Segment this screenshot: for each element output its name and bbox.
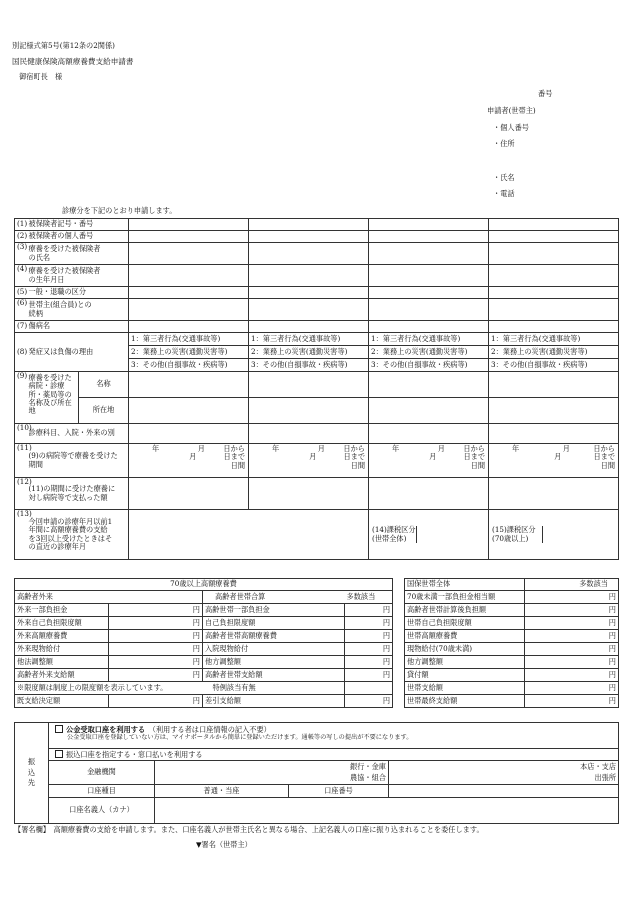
account-number-label: 口座番号: [289, 785, 389, 798]
signature-field[interactable]: ▼署名（世帯主）: [196, 840, 252, 849]
option-public-account[interactable]: 公金受取口座を利用する （利用する者は口座情報の記入不要） 公金受取口座を登録していない方は、マイナポータルから簡単に登録いただけます。通帳等の写しの提出が不要になります。: [49, 723, 619, 749]
elderly-table: 70歳以上高額療養費 高齢者外来 高齢者世帯合算 多数該当 外来一部負担金 円 高齢世帯一部負担金 円 外来自己負担限度額 円 自己負担限度額 円 外来高額療養費 円 高齢者世帯高額療養費 円 外来現物給付 円 入院現物給付 円 他法調整額 円 他方調整額 円 高齢者外来支給額 円 高齢者世帯支給額 円 ※限度額は制度上の限度額を表示しています。 特例該当有無 既支給決定額 円 差引支給額 円: [14, 578, 393, 708]
row-period: (11) (9)の病院等で療養を受けた期間 年 月 日から 月 日まで 日間 年 月 日から 月 日まで 日間 年 月 日から 月 日まで 日間 年 月 日から 月 日まで 日間: [15, 444, 619, 478]
applicant-label: 申請者(世帯主): [487, 106, 536, 115]
household-table: 国保世帯全体 多数該当 70歳未満一部負担金相当額 円 高齢者世帯計算後負担額 円 世帯自己負担限度額 円 世帯高額療養費 円 現物給付(70歳未満) 円 他方調整額 円 貸付額 円 世帯支給額 円 世帯最終支給額 円: [404, 578, 619, 708]
form-number: 別記様式第5号(第12条の2関係): [12, 41, 115, 50]
row-category: (5) 一般・退職の区分: [15, 287, 619, 299]
number-label: 番号: [538, 89, 553, 98]
cause-option[interactable]: 3：その他(自損事故・疾病等): [369, 359, 489, 372]
period-cell[interactable]: 年 月 日から 月 日まで 日間: [129, 444, 249, 478]
row-hospital-name: (9) 療養を受けた病院・診療所・薬局等の名称及び所在地 名称: [15, 372, 619, 398]
institution-label: 金融機関: [49, 761, 155, 785]
intro-text: 診療分を下記のとおり申請します。: [62, 206, 177, 215]
cause-option[interactable]: 3：その他(自損事故・疾病等): [129, 359, 249, 372]
account-type-options[interactable]: 普通・当座: [155, 785, 289, 798]
transfer-side-label: 振込先: [15, 723, 49, 824]
specified-account-checkbox[interactable]: [55, 750, 63, 758]
elderly-table-title: 70歳以上高額療養費: [15, 579, 393, 591]
option-specified-account[interactable]: 振込口座を指定する・窓口払いを利用する: [49, 749, 619, 761]
limit-note: ※限度額は制度上の限度額を表示しています。: [15, 682, 203, 695]
cause-option[interactable]: 2：業務上の災害(通勤災害等): [249, 346, 369, 359]
row-insured-my-number: (2) 被保険者の個人番号: [15, 231, 619, 243]
cause-option[interactable]: 1：第三者行為(交通事故等): [489, 333, 619, 346]
applicant-address: ・住所: [493, 139, 515, 148]
row-disease: (7) 傷病名: [15, 321, 619, 333]
row-hospital-address: [15, 398, 619, 424]
cause-option[interactable]: 2：業務上の災害(通勤災害等): [369, 346, 489, 359]
row-patient-birthdate: (4) 療養を受けた被保険者の生年月日: [15, 265, 619, 287]
signature-note: 【署名欄】 高額療養費の支給を申請します。また、口座名義人が世帯主氏名と異なる場合、上記名義人の口座に振り込まれることを委任します。: [14, 825, 484, 834]
period-cell[interactable]: 年 月 日から 月 日まで 日間: [489, 444, 619, 478]
row-relationship: (6) 世帯主(組合員)との続柄: [15, 299, 619, 321]
bank-table: [14, 722, 619, 824]
cause-option[interactable]: 1：第三者行為(交通事故等): [369, 333, 489, 346]
cause-option[interactable]: 1：第三者行為(交通事故等): [129, 333, 249, 346]
cause-option[interactable]: 1：第三者行為(交通事故等): [249, 333, 369, 346]
cause-option[interactable]: 2：業務上の災害(通勤災害等): [129, 346, 249, 359]
holder-label: 口座名義人（カナ）: [49, 798, 155, 824]
hospital-address-label: 所在地: [79, 398, 129, 424]
tax-class-household-label: (14)課税区分(世帯全体): [369, 526, 417, 543]
account-number-field[interactable]: [389, 785, 619, 798]
holder-field[interactable]: [155, 798, 619, 824]
row-paid-amount: (12) (11)の期間に受けた療養に対し病院等で支払った額: [15, 478, 619, 510]
public-account-checkbox[interactable]: [55, 725, 63, 733]
row-insured-code: (1) 被保険者記号・番号: [15, 219, 619, 231]
row-cause: (8) 発症又は負傷の理由 1：第三者行為(交通事故等) 1：第三者行為(交通事故等) 1：第三者行為(交通事故等) 1：第三者行為(交通事故等): [15, 333, 619, 346]
bank-type[interactable]: 銀行・金庫 農協・組合: [155, 761, 389, 785]
period-cell[interactable]: 年 月 日から 月 日まで 日間: [249, 444, 369, 478]
hospital-name-label: 名称: [79, 372, 129, 398]
account-type-label: 口座種目: [49, 785, 155, 798]
branch-type[interactable]: 本店・支店 出張所: [389, 761, 619, 785]
tax-class-elderly-label: (15)課税区分(70歳以上): [489, 526, 543, 543]
cause-option[interactable]: 3：その他(自損事故・疾病等): [489, 359, 619, 372]
applicant-my-number: ・個人番号: [493, 123, 529, 132]
applicant-name: ・氏名: [493, 173, 515, 182]
row-department: (10) 診療科目、入院・外来の別: [15, 424, 619, 444]
main-table: [14, 218, 619, 560]
period-cell[interactable]: 年 月 日から 月 日まで 日間: [369, 444, 489, 478]
row-patient-name: (3) 療養を受けた被保険者の氏名: [15, 243, 619, 265]
row-past-benefits: (13) 今回申請の診療年月以前1年間に高額療養費の支給を3回以上受けたときはその直近の診療年月 (14)課税区分(世帯全体) (15)課税区分(70歳以上): [15, 510, 619, 560]
cause-option[interactable]: 3：その他(自損事故・疾病等): [249, 359, 369, 372]
applicant-phone: ・電話: [493, 189, 515, 198]
form-title: 国民健康保険高額療養費支給申請書: [12, 57, 134, 66]
cause-option[interactable]: 2：業務上の災害(通勤災害等): [489, 346, 619, 359]
addressee: 御宿町長 様: [19, 72, 63, 81]
